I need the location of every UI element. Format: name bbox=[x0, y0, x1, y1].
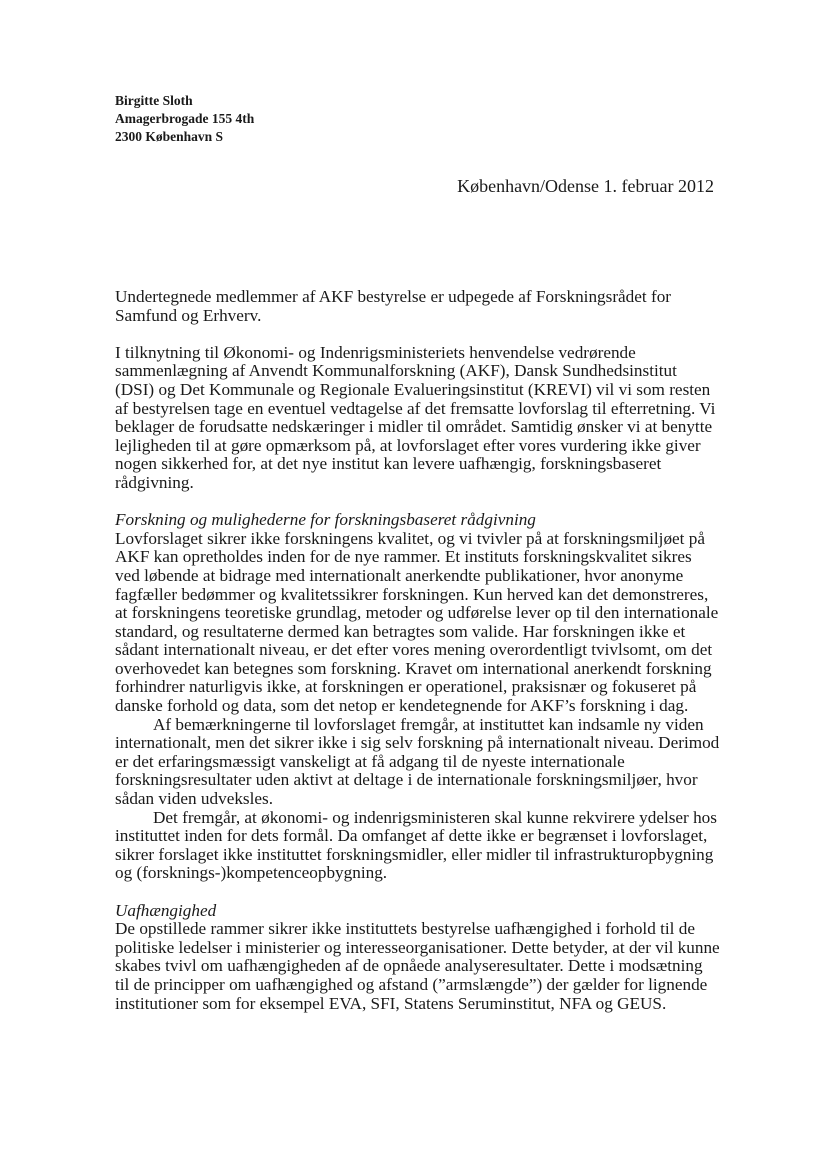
paragraph-context: I tilknytning til Økonomi- og Indenrigsministeriets henvendelse vedrørende sammenlægning af Anvendt Kommunalforskning (AKF), Dansk Sundhedsinstitut (DSI) og Det Kommunale og Regionale Evalueringsinstitut (KREVI) vil vi som resten af bestyrelsen tage en eventuel vedtagelse af det fremsatte lovforslag til efterretning. Vi beklager de forudsatte nedskæringer i midler til området. Samtidig ønsker vi at benytte lejligheden til at gøre opmærksom på, at lovforslaget efter vores vurdering ikke giver nogen sikkerhed for, at det nye institut kan levere uafhængig, forskningsbaseret rådgivning. bbox=[115, 342, 716, 492]
sender-name: Birgitte Sloth bbox=[115, 93, 193, 108]
paragraph-international-knowledge: Af bemærkningerne til lovforslaget fremgår, at instituttet kan indsamle ny viden internationalt, men det sikrer ikke i sig selv forskning på internationalt niveau. Derimod er det erfaringsmæssigt vanskeligt at få adgang til de nyeste internationale forskningsresultater uden aktivt at deltage i de internationale forskningsmiljøer, hvor sådan viden udveksles. bbox=[115, 714, 720, 809]
paragraph-intro: Undertegnede medlemmer af AKF bestyrelse er udpegede af Forskningsrådet for Samfund og Erhverv. bbox=[115, 287, 672, 325]
paragraph-independence: De opstillede rammer sikrer ikke instituttets bestyrelse uafhængighed i forhold til de politiske ledelser i ministerier og interesseorganisationer. Dette betyder, at der vil kunne skabes tvivl om uafhængigheden af de opnåede analyseresultater. Dette i modsætning til de principper om uafhængighed og afstand (”armslængde”) der gælder for lignende institutioner som for eksempel EVA, SFI, Statens Seruminstitut, NFA og GEUS. bbox=[115, 919, 720, 1013]
sender-street: Amagerbrogade 155 4th bbox=[115, 111, 255, 126]
section-heading-research: Forskning og mulighederne for forskningsbaseret rådgivning bbox=[115, 510, 536, 530]
sender-city: 2300 København S bbox=[115, 129, 224, 144]
paragraph-research-quality: Lovforslaget sikrer ikke forskningens kvalitet, og vi tvivler på at forskningsmiljøet på AKF kan opretholdes inden for de nye rammer. Et instituts forskningskvalitet sikres ved løbende at bidrage med internationalt anerkendte publikationer, hvor anonyme fagfæller bedømmer og kvalitetssikrer forskningen. Kun herved kan det demonstreres, at forskningens teoretiske grundlag, metoder og udførelse lever op til den internationale standard, og resultaterne dermed kan betragtes som valide. Har forskningen ikke et sådant internationalt niveau, er det efter vores mening overordentligt tvivlsomt, om det overhovedet kan betegnes som forskning. Kravet om international anerkendt forskning forhindrer naturligvis ikke, at forskningen er operationel, praksisnær og fokuseret på danske forhold og data, som det netop er kendetegnende for AKF’s forskning i dag. bbox=[115, 528, 719, 716]
paragraph-minister-requests: Det fremgår, at økonomi- og indenrigsministeren skal kunne rekvirere ydelser hos instituttet inden for dets formål. Da omfanget af dette ikke er begrænset i lovforslaget, sikrer forslaget ikke instituttet forskningsmidler, eller midler til infrastrukturopbygning og (forsknings-)kompetenceopbygning. bbox=[115, 807, 717, 883]
place-and-date: København/Odense 1. februar 2012 bbox=[457, 176, 714, 196]
section-heading-independence: Uafhængighed bbox=[115, 900, 217, 920]
letter-body bbox=[115, 288, 720, 1013]
sender-address-block bbox=[115, 92, 254, 146]
